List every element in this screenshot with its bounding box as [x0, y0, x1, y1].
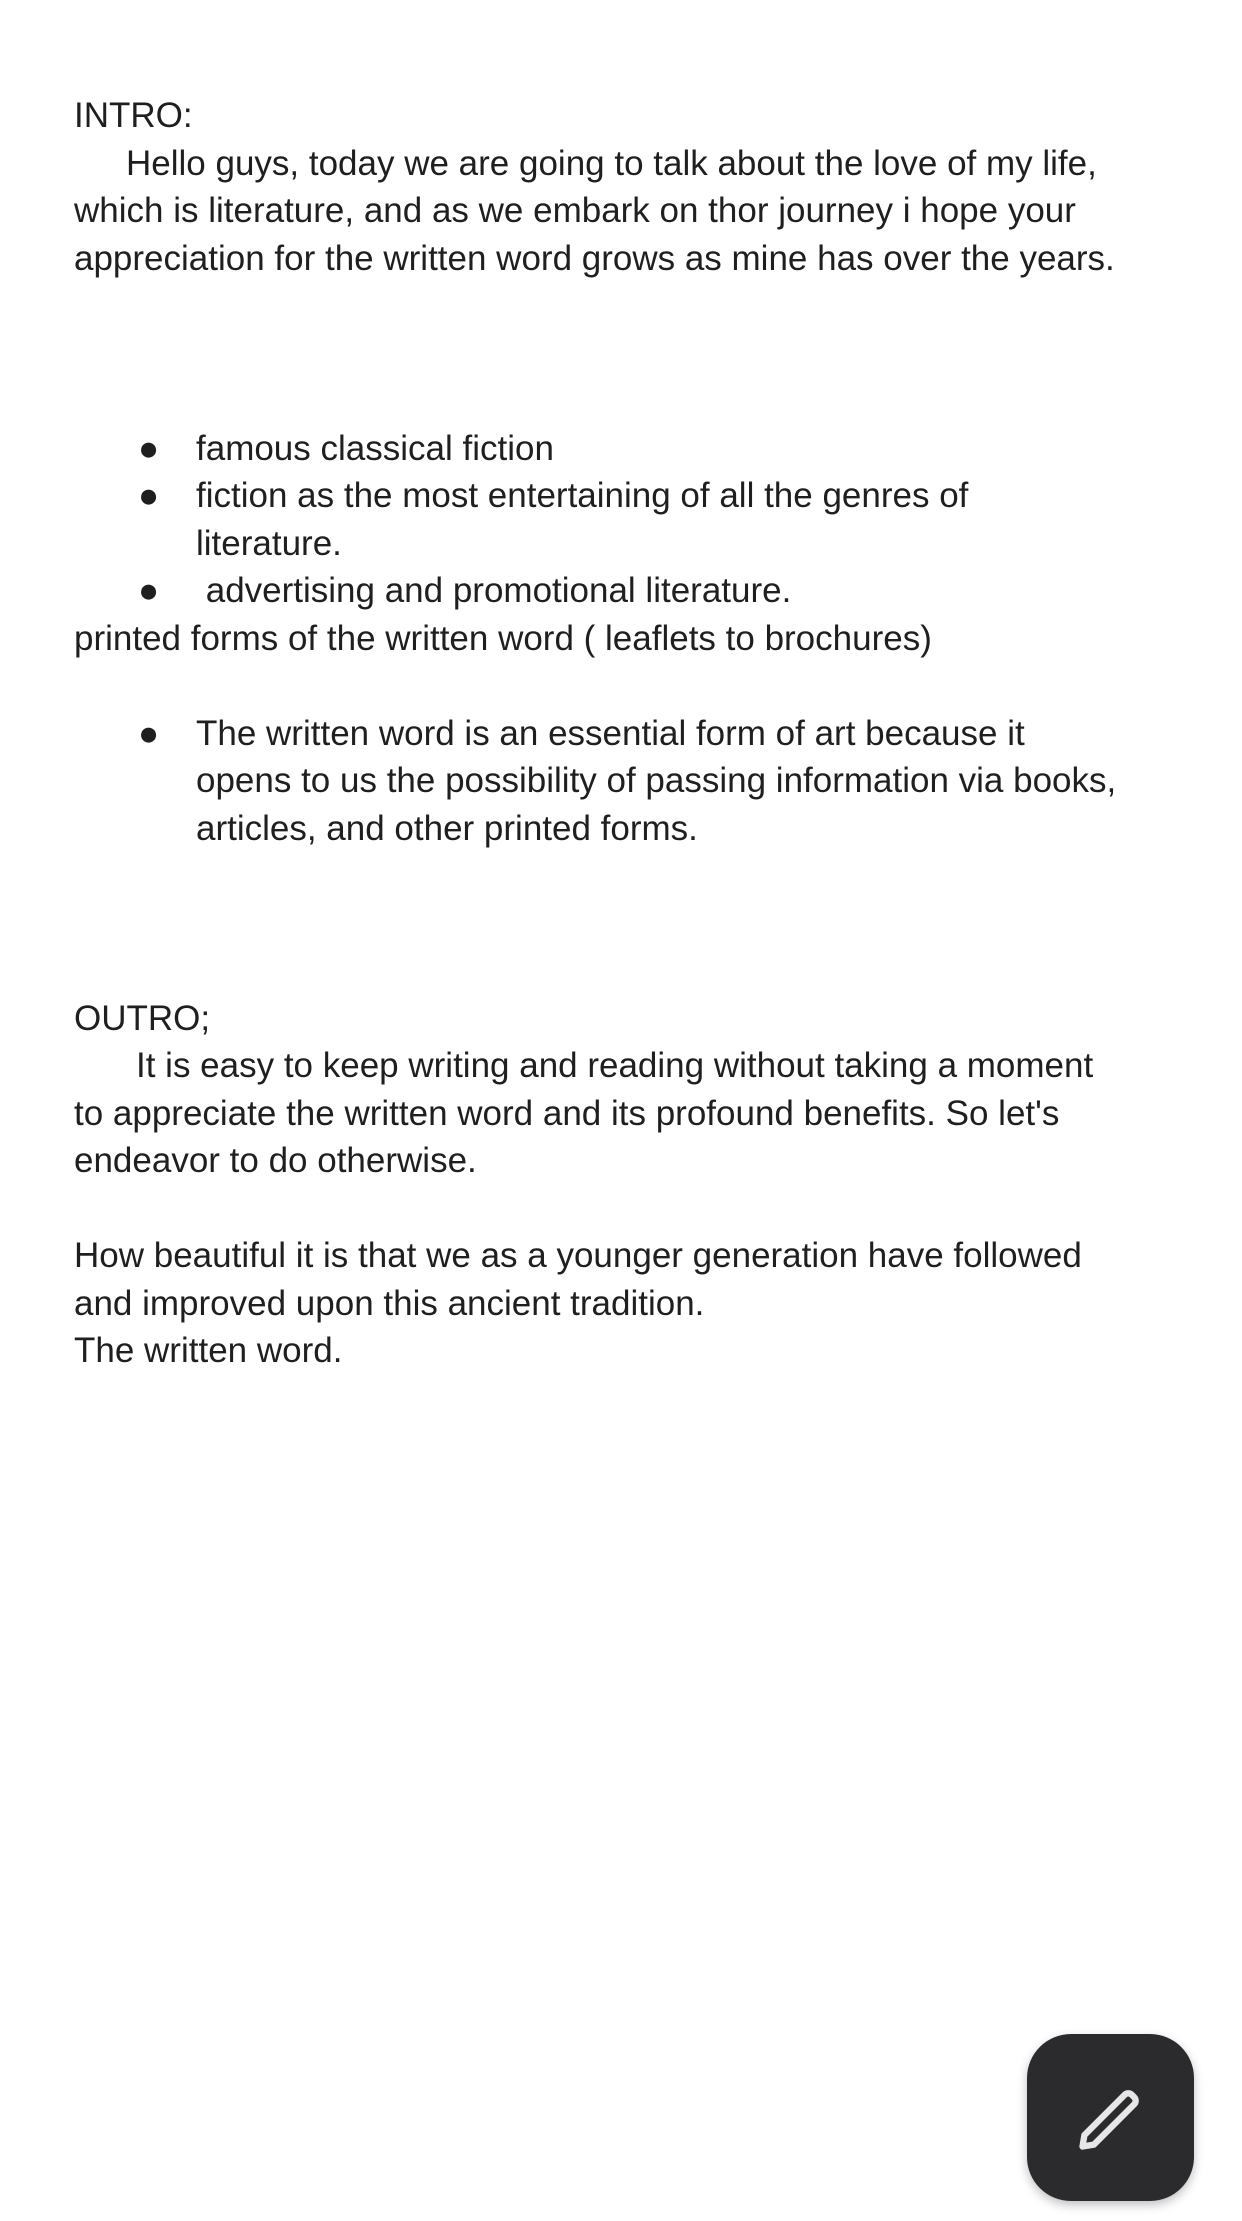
bullet-text: fiction as the most entertaining of all the genres of: [196, 476, 969, 515]
pencil-icon: [1073, 2080, 1149, 2156]
outro-line: endeavor to do otherwise.: [74, 1141, 477, 1180]
outro-paragraph: [74, 1042, 1174, 1185]
closing-paragraph: [74, 1232, 1174, 1375]
outro-line: It is easy to keep writing and reading without taking a moment: [136, 1046, 1094, 1085]
intro-line: Hello guys, today we are going to talk about the love of my life,: [126, 143, 1097, 183]
bullet-list: [74, 425, 1174, 615]
bullet-item: [74, 567, 1174, 615]
intro-heading: INTRO:: [74, 96, 193, 135]
intro-paragraph: [74, 140, 1174, 283]
document-body[interactable]: [74, 92, 1174, 1375]
outro-line: to appreciate the written word and its profound benefits. So let's: [74, 1093, 1060, 1133]
bullet-text: The written word is an essential form of art because it: [196, 713, 1025, 753]
bullet-item: [74, 710, 1174, 853]
edit-button[interactable]: [1027, 2034, 1194, 2201]
closing-line: The written word.: [74, 1331, 343, 1370]
spacer: [74, 282, 1174, 425]
bullet-text: literature.: [196, 523, 342, 563]
spacer: [74, 1185, 1174, 1233]
spacer: [74, 852, 1174, 995]
intro-line: appreciation for the written word grows as mine has over the years.: [74, 238, 1115, 278]
bullet-icon: ●: [138, 571, 160, 610]
printed-forms-line: printed forms of the written word ( leaflets to brochures): [74, 618, 932, 658]
closing-line: and improved upon this ancient tradition.: [74, 1283, 705, 1323]
bullet-icon: ●: [138, 713, 160, 753]
bullet-icon: ●: [138, 476, 160, 515]
spacer: [74, 662, 1174, 710]
bullet-item: [74, 472, 1174, 567]
intro-line: which is literature, and as we embark on thor journey i hope your: [74, 191, 1076, 230]
bullet-text: advertising and promotional literature.: [196, 571, 792, 610]
bullet-text: opens to us the possibility of passing information via books,: [196, 761, 1117, 800]
bullet-text: famous classical fiction: [196, 428, 554, 468]
closing-line: How beautiful it is that we as a younger generation have followed: [74, 1236, 1082, 1275]
outro-heading: OUTRO;: [74, 998, 211, 1038]
bullet-icon: ●: [138, 428, 160, 468]
bullet-text: articles, and other printed forms.: [196, 808, 698, 848]
bullet-item: [74, 425, 1174, 473]
bullet-list: [74, 710, 1174, 853]
